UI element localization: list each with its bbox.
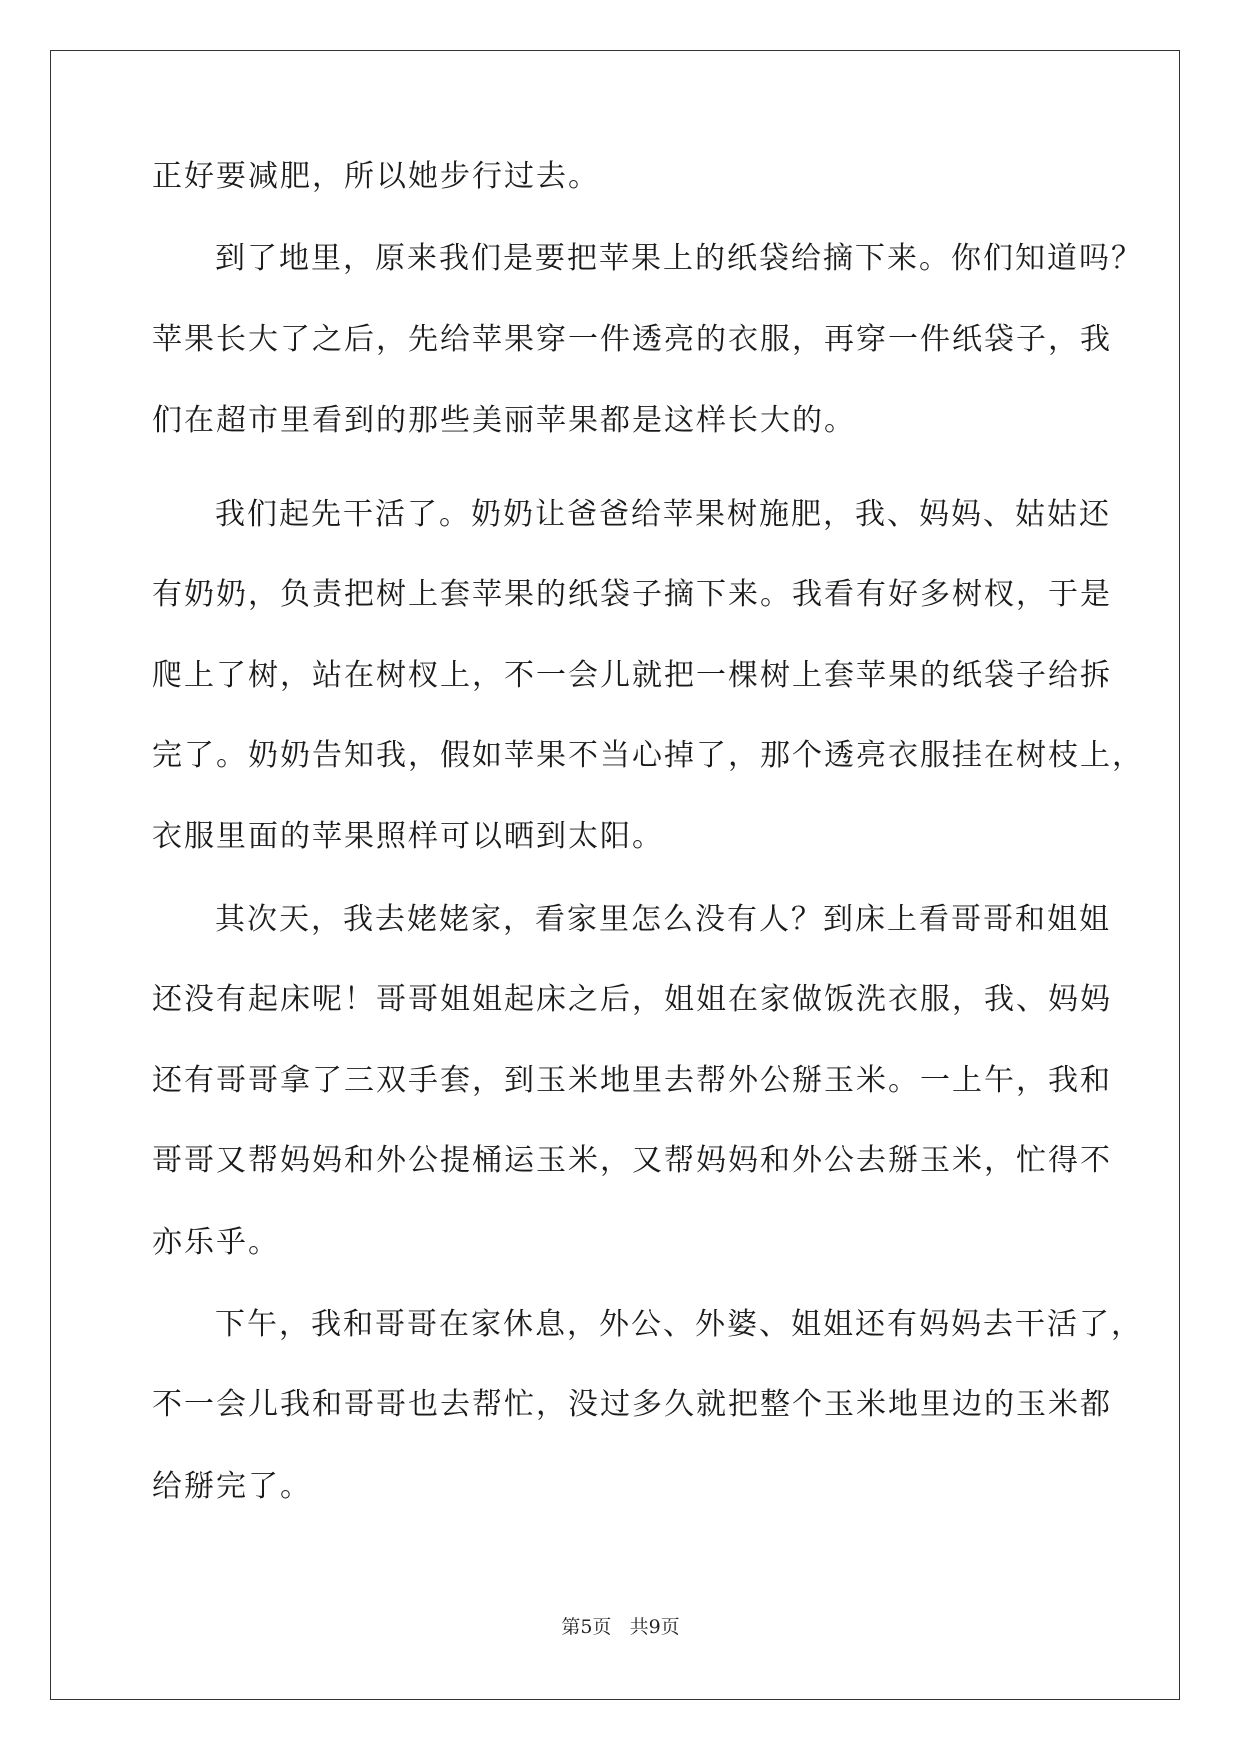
- total-label-prefix: 共: [629, 1616, 649, 1638]
- text-line: 还有哥哥拿了三双手套，到玉米地里去帮外公掰玉米。一上午，我和: [152, 1063, 1112, 1098]
- text-line: 有奶奶，负责把树上套苹果的纸袋子摘下来。我看有好多树杈，于是: [152, 577, 1112, 612]
- page-total: 9: [648, 1616, 661, 1638]
- text-line: 正好要减肥，所以她步行过去。: [152, 159, 600, 194]
- page-label-suffix: 页: [592, 1616, 612, 1638]
- text-line: 到了地里，原来我们是要把苹果上的纸袋给摘下来。你们知道吗？: [215, 241, 1143, 276]
- page-border: [50, 50, 1180, 1700]
- page-number: 5: [580, 1616, 593, 1638]
- text-line: 衣服里面的苹果照样可以晒到太阳。: [152, 819, 664, 854]
- text-line: 下午，我和哥哥在家休息，外公、外婆、姐姐还有妈妈去干活了，: [215, 1307, 1143, 1342]
- text-line: 亦乐乎。: [152, 1225, 280, 1260]
- text-line: 哥哥又帮妈妈和外公提桶运玉米，又帮妈妈和外公去掰玉米，忙得不: [152, 1143, 1112, 1178]
- text-line: 还没有起床呢！哥哥姐姐起床之后，姐姐在家做饭洗衣服，我、妈妈: [152, 982, 1112, 1017]
- text-line: 苹果长大了之后，先给苹果穿一件透亮的衣服，再穿一件纸袋子，我: [152, 322, 1112, 357]
- text-line: 不一会儿我和哥哥也去帮忙，没过多久就把整个玉米地里边的玉米都: [152, 1387, 1112, 1422]
- total-label-suffix: 页: [660, 1616, 680, 1638]
- text-line: 完了。奶奶告知我，假如苹果不当心掉了，那个透亮衣服挂在树枝上，: [152, 738, 1144, 773]
- page-label-prefix: 第: [561, 1616, 581, 1638]
- text-line: 我们起先干活了。奶奶让爸爸给苹果树施肥，我、妈妈、姑姑还: [215, 497, 1111, 532]
- page-footer: [0, 1612, 1241, 1639]
- text-line: 其次天，我去姥姥家，看家里怎么没有人？到床上看哥哥和姐姐: [215, 902, 1111, 937]
- text-line: 们在超市里看到的那些美丽苹果都是这样长大的。: [152, 403, 856, 438]
- text-line: 爬上了树，站在树杈上，不一会儿就把一棵树上套苹果的纸袋子给拆: [152, 658, 1112, 693]
- text-line: 给掰完了。: [152, 1469, 312, 1504]
